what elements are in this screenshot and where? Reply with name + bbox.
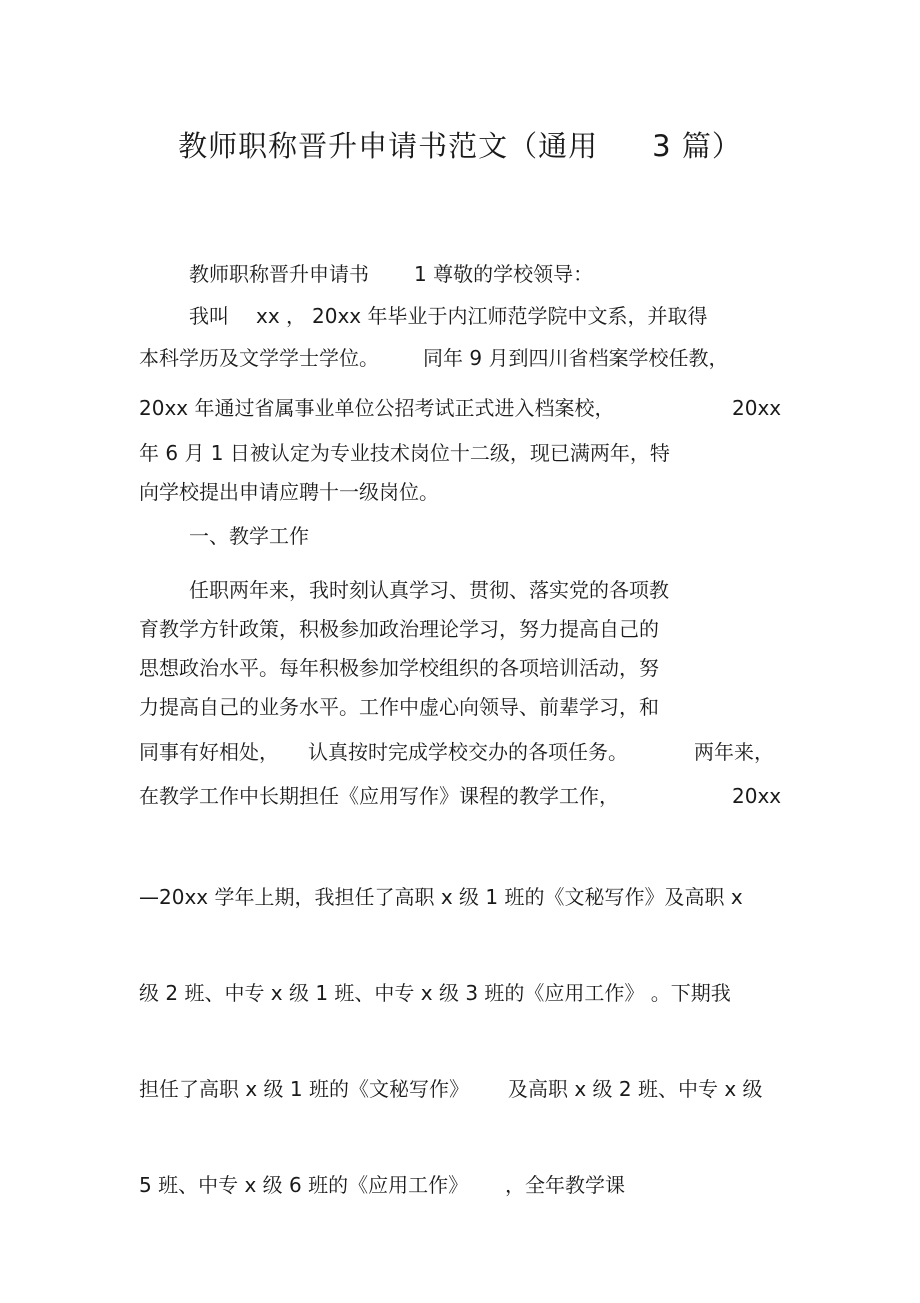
text-segment: 力提高自己的业务水平。工作中虚心向领导、前辈学习，和 — [139, 695, 659, 719]
text-segment: 教师职称晋升申请书 — [189, 262, 369, 286]
text-segment: 育教学方针政策，积极参加政治理论学习，努力提高自己的 — [139, 617, 659, 641]
text-segment: 一、教学工作 — [189, 524, 309, 548]
text-segment: —20xx 学年上期，我担任了高职 x 级 1 班的《文秘写作》及高职 x — [139, 885, 743, 909]
title-main: 教师职称晋升申请书范文（通用 — [178, 129, 599, 163]
title-count: 3 篇） — [652, 129, 742, 163]
text-segment: 同年 9 月到四川省档案学校任教， — [423, 346, 729, 370]
text-segment: 1 尊敬的学校领导： — [414, 262, 594, 286]
text-segment: 担任了高职 x 级 1 班的《文秘写作》 — [139, 1077, 469, 1101]
text-segment: 年 6 月 1 日被认定为专业技术岗位十二级，现已满两年，特 — [139, 441, 670, 465]
text-segment: 20xx 年毕业于内江师范学院中文系，并取得 — [312, 304, 708, 328]
text-segment: 思想政治水平。每年积极参加学校组织的各项培训活动，努 — [139, 656, 659, 680]
document-title — [0, 124, 920, 165]
text-segment: 我叫 — [189, 304, 229, 328]
text-segment: 任职两年来，我时刻认真学习、贯彻、落实党的各项教 — [189, 578, 669, 602]
text-segment: 两年来， — [694, 740, 774, 764]
text-segment: 向学校提出申请应聘十一级岗位。 — [139, 480, 439, 504]
text-segment: 5 班、中专 x 级 6 班的《应用工作》 — [139, 1173, 469, 1197]
text-segment: 本科学历及文学学士学位。 — [139, 346, 379, 370]
text-segment: 20xx — [732, 784, 782, 808]
text-segment: xx ， — [256, 304, 307, 328]
text-segment: 同事有好相处， — [139, 740, 279, 764]
text-segment: 认真按时完成学校交办的各项任务。 — [308, 740, 628, 764]
text-segment: 级 2 班、中专 x 级 1 班、中专 x 级 3 班的《应用工作》 。下期我 — [139, 981, 731, 1005]
text-segment: 在教学工作中长期担任《应用写作》课程的教学工作， — [139, 784, 619, 808]
text-segment: 及高职 x 级 2 班、中专 x 级 — [508, 1077, 763, 1101]
text-segment: 20xx 年通过省属事业单位公招考试正式进入档案校， — [139, 396, 615, 420]
text-segment: ，全年教学课 — [505, 1173, 625, 1197]
text-segment: 20xx — [732, 396, 782, 420]
